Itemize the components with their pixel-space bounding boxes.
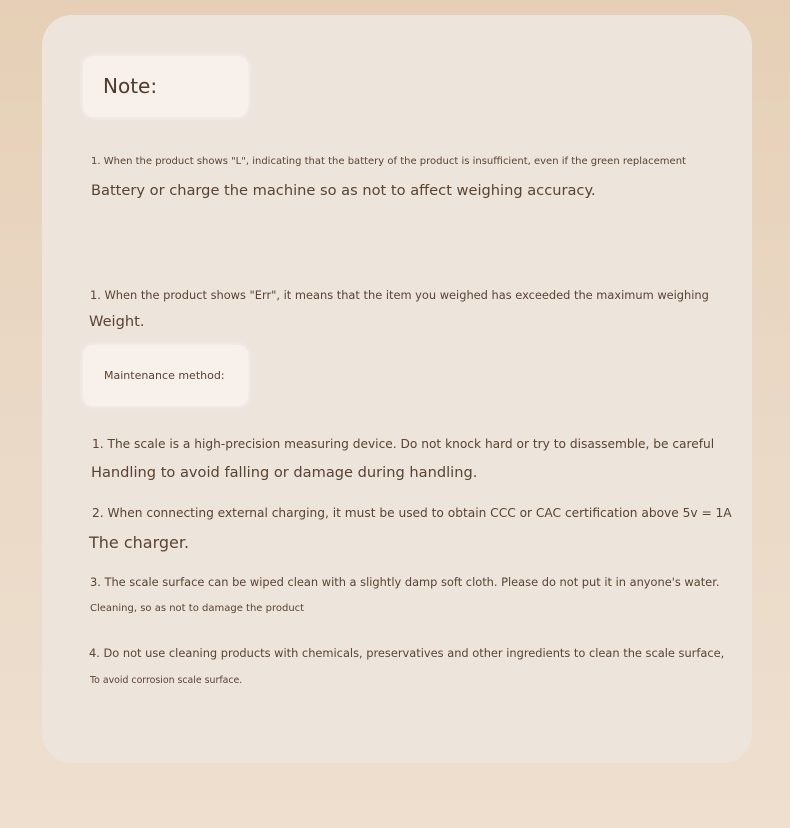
maintenance-item-3-line-2: Cleaning, so as not to damage the product	[90, 603, 305, 614]
note-item-2-line-1: 1. When the product shows "Err", it means that the item you weighed has exceeded the maximum weighing	[90, 288, 709, 302]
instruction-card	[42, 15, 752, 763]
maintenance-item-4-line-1: 4. Do not use cleaning products with chemicals, preservatives and other ingredients to clean the scale surface,	[89, 646, 725, 660]
maintenance-item-1-line-2: Handling to avoid falling or damage during handling.	[91, 464, 478, 481]
maintenance-item-1-line-1: 1. The scale is a high-precision measuring device. Do not knock hard or try to disassemble, be careful	[92, 437, 715, 451]
maintenance-heading-box	[83, 345, 248, 406]
maintenance-item-3-line-1: 3. The scale surface can be wiped clean with a slightly damp soft cloth. Please do not put it in anyone's water.	[90, 575, 720, 589]
maintenance-title: Maintenance method:	[104, 369, 225, 382]
note-heading-box	[83, 56, 248, 117]
note-item-2-line-2: Weight.	[89, 313, 145, 330]
maintenance-item-2-line-2: The charger.	[89, 533, 190, 552]
maintenance-item-4-line-2: To avoid corrosion scale surface.	[90, 675, 243, 686]
maintenance-item-2-line-1: 2. When connecting external charging, it must be used to obtain CCC or CAC certification above 5v = 1A	[92, 506, 732, 520]
note-item-1-line-1: 1. When the product shows "L", indicating that the battery of the product is insufficient, even if the green replacement	[91, 156, 686, 167]
note-title: Note:	[103, 74, 158, 98]
note-item-1-line-2: Battery or charge the machine so as not to affect weighing accuracy.	[91, 182, 596, 199]
